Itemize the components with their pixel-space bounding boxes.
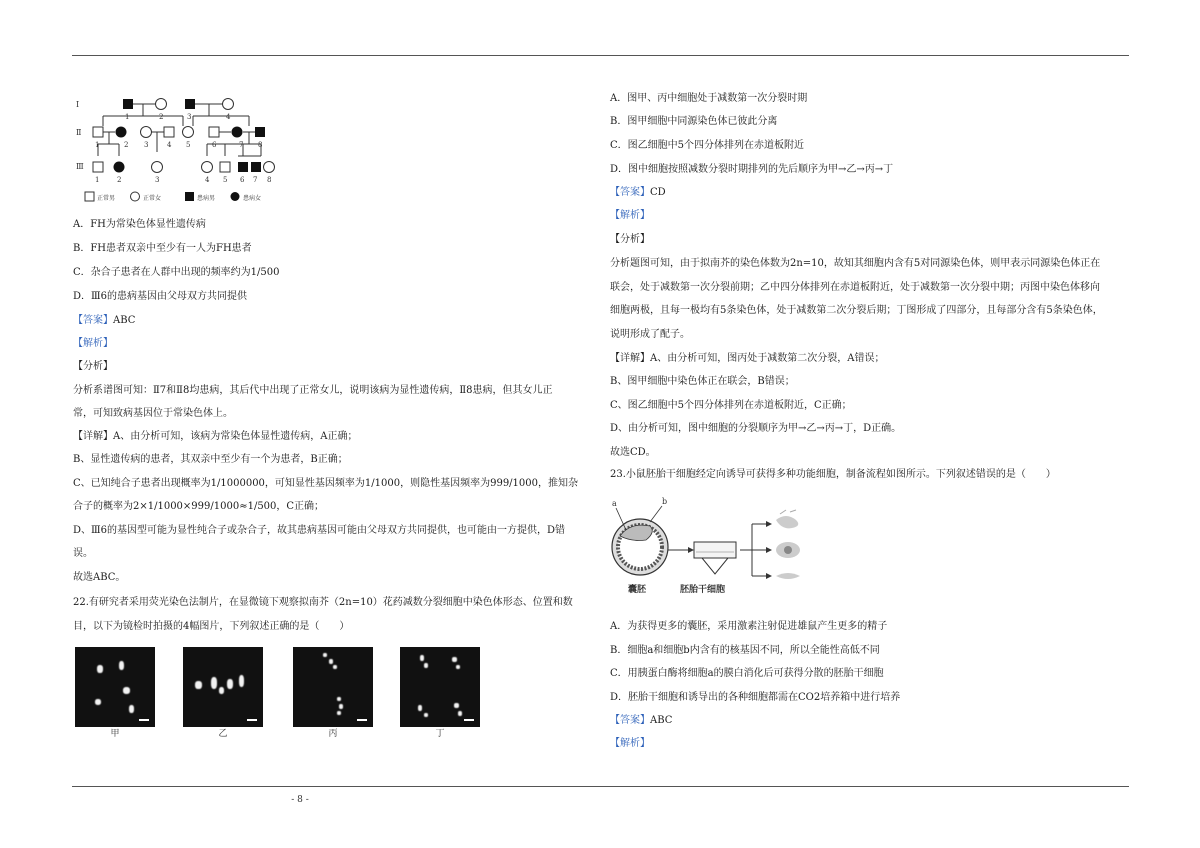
num-iii1: 1	[95, 176, 100, 184]
q21-option-a: A．FH为常染色体显性遗传病	[73, 219, 206, 230]
q22-analysis-line-4: 说明形成了配子。	[610, 329, 690, 340]
pedigree-iii1	[93, 162, 103, 172]
num-ii5: 5	[186, 141, 191, 149]
legend-affected-female-icon	[231, 192, 240, 201]
q21-conclusion: 故选ABC。	[73, 572, 126, 583]
pedigree-ii2	[116, 127, 127, 138]
q21-analysis-line-1: 分析系谱图可知：Ⅱ7和Ⅱ8均患病，其后代中出现了正常女儿，说明该病为显性遗传病，Ⅱ8患病，但其女儿正	[73, 385, 553, 396]
q21-option-d: D．Ⅲ6的患病基因由父母双方共同提供	[73, 291, 248, 302]
q21-jiexi: 【解析】	[73, 338, 113, 349]
caption-jia: 甲	[110, 729, 120, 739]
pedigree-i3	[185, 99, 195, 109]
q22-stem-line-1: 22.有研究者采用荧光染色法制片，在显微镜下观察拟南芥（2n=10）花药减数分裂细胞中染色体形态、位置和数	[73, 597, 573, 608]
num-ii2: 2	[124, 141, 129, 149]
num-ii7: 7	[239, 141, 244, 149]
q23-option-d: D．胚胎干细胞和诱导出的各种细胞都需在CO2培养箱中进行培养	[610, 692, 901, 703]
num-iii6: 6	[240, 176, 245, 184]
label-blastocyst: 囊胚	[628, 585, 647, 595]
answer-label: 【答案】	[73, 315, 113, 326]
answer-label: 【答案】	[610, 715, 650, 726]
legend-affected-male: 患病男	[197, 195, 216, 202]
num-ii8: 8	[258, 141, 263, 149]
q22-option-b: B．图甲细胞中同源染色体已彼此分离	[610, 116, 778, 127]
legend-normal-female: 正常女	[143, 195, 162, 202]
q22-detail-d: D、由分析可知，图中细胞的分裂顺序为甲→乙→丙→丁，D正确。	[610, 423, 902, 434]
answer-value: ABC	[113, 315, 136, 326]
q22-analysis-line-2: 联会，处于减数第一次分裂前期；乙中四分体排列在赤道板附近，处于减数第一次分裂中期；丙图中染色体移向	[610, 282, 1100, 293]
num-iii5: 5	[223, 176, 228, 184]
caption-bing: 丙	[328, 729, 338, 739]
q22-jiexi: 【解析】	[610, 210, 650, 221]
pedigree-ii4	[164, 127, 174, 137]
q21-fenxi: 【分析】	[73, 361, 113, 372]
q21-detail-c2: 合子的概率为2×1/1000×999/1000≈1/500，C正确；	[73, 501, 325, 512]
caption-yi: 乙	[218, 729, 228, 739]
q23-option-c: C．用胰蛋白酶将细胞a的膜白消化后可获得分散的胚胎干细胞	[610, 668, 884, 679]
q22-stem-line-2: 目，以下为镜检时拍摄的4幅图片，下列叙述正确的是（ ）	[73, 621, 350, 632]
pedigree-ii8	[255, 127, 265, 137]
page-number: - 8 -	[291, 795, 309, 805]
num-i4: 4	[226, 113, 231, 121]
pedigree-iii4	[202, 162, 213, 173]
q22-analysis-line-3: 细胞两极，且每一极均有5条染色体，处于减数第二次分裂后期；丁图形成了四部分，且每部分含有5条染色体，	[610, 305, 1103, 316]
q21-analysis-line-2: 常，可知致病基因位于常染色体上。	[73, 408, 233, 419]
micrograph-yi	[183, 647, 263, 739]
footer-rule	[72, 786, 1129, 787]
caption-ding: 丁	[435, 729, 445, 739]
gen-label-2: Ⅱ	[76, 128, 82, 137]
num-ii3: 3	[144, 141, 149, 149]
q22-detail-b: B、图甲细胞中染色体正在联会，B错误；	[610, 376, 795, 387]
pedigree-iii5	[220, 162, 230, 172]
q21-detail-d2: 误。	[73, 548, 93, 559]
answer-value: CD	[650, 187, 666, 198]
pedigree-i2	[156, 99, 167, 110]
num-iii7: 7	[253, 176, 258, 184]
pedigree-iii6	[238, 162, 248, 172]
num-iii8: 8	[267, 176, 272, 184]
legend-normal-female-icon	[131, 192, 140, 201]
q22-conclusion: 故选CD。	[610, 447, 656, 458]
embryo-stem-cell-diagram	[610, 492, 810, 604]
num-iii2: 2	[117, 176, 122, 184]
label-es-cell: 胚胎干细胞	[680, 585, 726, 595]
q23-stem: 23.小鼠胚胎干细胞经定向诱导可获得多种功能细胞，制备流程如图所示。下列叙述错误的是（ ）	[610, 469, 1056, 480]
q21-detail-d1: D、Ⅲ6的基因型可能为显性纯合子或杂合子，故其患病基因可能由父母双方共同提供，也可能由一方提供，D错	[73, 525, 566, 536]
pedigree-i1	[123, 99, 133, 109]
gen-label-3: Ⅲ	[76, 162, 84, 171]
micrograph-jia	[75, 647, 155, 739]
q21-detail-b: B、显性遗传病的患者，其双亲中至少有一个为患者，B正确；	[73, 454, 348, 465]
num-ii4: 4	[167, 141, 172, 149]
legend-affected-male-icon	[185, 192, 194, 201]
q23-answer	[610, 714, 672, 728]
legend-affected-female: 患病女	[243, 195, 262, 202]
q23-option-b: B．细胞a和细胞b内含有的核基因不同，所以全能性高低不同	[610, 645, 880, 656]
micrograph-bing	[293, 647, 373, 739]
gen-label-1: Ⅰ	[76, 100, 80, 109]
q22-analysis-line-1: 分析题图可知，由于拟南芥的染色体数为2n=10，故知其细胞内含有5对同源染色体，则甲表示同源染色体正在	[610, 258, 1101, 269]
q21-option-b: B．FH患者双亲中至少有一人为FH患者	[73, 243, 252, 254]
header-rule	[72, 55, 1129, 56]
q21-detail-a: 【详解】A、由分析可知，该病为常染色体显性遗传病，A正确；	[73, 431, 358, 442]
q22-option-d: D．图中细胞按照减数分裂时期排列的先后顺序为甲→乙→丙→丁	[610, 164, 894, 175]
answer-value: ABC	[650, 715, 673, 726]
num-i3: 3	[187, 113, 192, 121]
micrograph-ding	[400, 647, 480, 739]
label-b: b	[662, 497, 668, 506]
pedigree-ii1	[93, 127, 103, 137]
num-ii1: 1	[95, 141, 100, 149]
pedigree-iii8	[264, 162, 275, 173]
q21-detail-c1: C、已知纯合子患者出现概率为1/1000000，可知显性基因频率为1/1000，则隐性基因频率为999/1000，推知杂	[73, 478, 579, 489]
num-ii6: 6	[212, 141, 217, 149]
legend-normal-male: 正常男	[97, 195, 116, 202]
pedigree-ii6	[209, 127, 219, 137]
num-i1: 1	[125, 113, 130, 121]
answer-label: 【答案】	[610, 187, 650, 198]
q22-option-c: C．图乙细胞中5个四分体排列在赤道板附近	[610, 140, 805, 151]
q22-fenxi: 【分析】	[610, 234, 650, 245]
q21-answer	[73, 314, 135, 328]
pedigree-iii2	[114, 162, 125, 173]
pedigree-iii3	[152, 162, 163, 173]
num-iii4: 4	[205, 176, 210, 184]
q22-detail-c: C、图乙细胞中5个四分体排列在赤道板附近，C正确；	[610, 400, 852, 411]
q23-option-a: A．为获得更多的囊胚，采用激素注射促进雄鼠产生更多的精子	[610, 621, 888, 632]
q22-answer	[610, 186, 666, 200]
pedigree-ii5	[183, 127, 194, 138]
pedigree-iii7	[251, 162, 261, 172]
pedigree-ii7	[232, 127, 243, 138]
q22-option-a: A．图甲、丙中细胞处于减数第一次分裂时期	[610, 93, 808, 104]
pedigree-i4	[223, 99, 234, 110]
label-a: a	[612, 499, 617, 508]
num-iii3: 3	[155, 176, 160, 184]
q21-option-c: C．杂合子患者在人群中出现的频率约为1/500	[73, 267, 280, 278]
q22-detail-a: 【详解】A、由分析可知，图丙处于减数第二次分裂，A错误；	[610, 353, 885, 364]
legend-normal-male-icon	[85, 192, 94, 201]
pedigree-chart	[73, 92, 283, 207]
num-i2: 2	[159, 113, 164, 121]
q23-jiexi: 【解析】	[610, 738, 650, 749]
pedigree-ii3	[141, 127, 152, 138]
